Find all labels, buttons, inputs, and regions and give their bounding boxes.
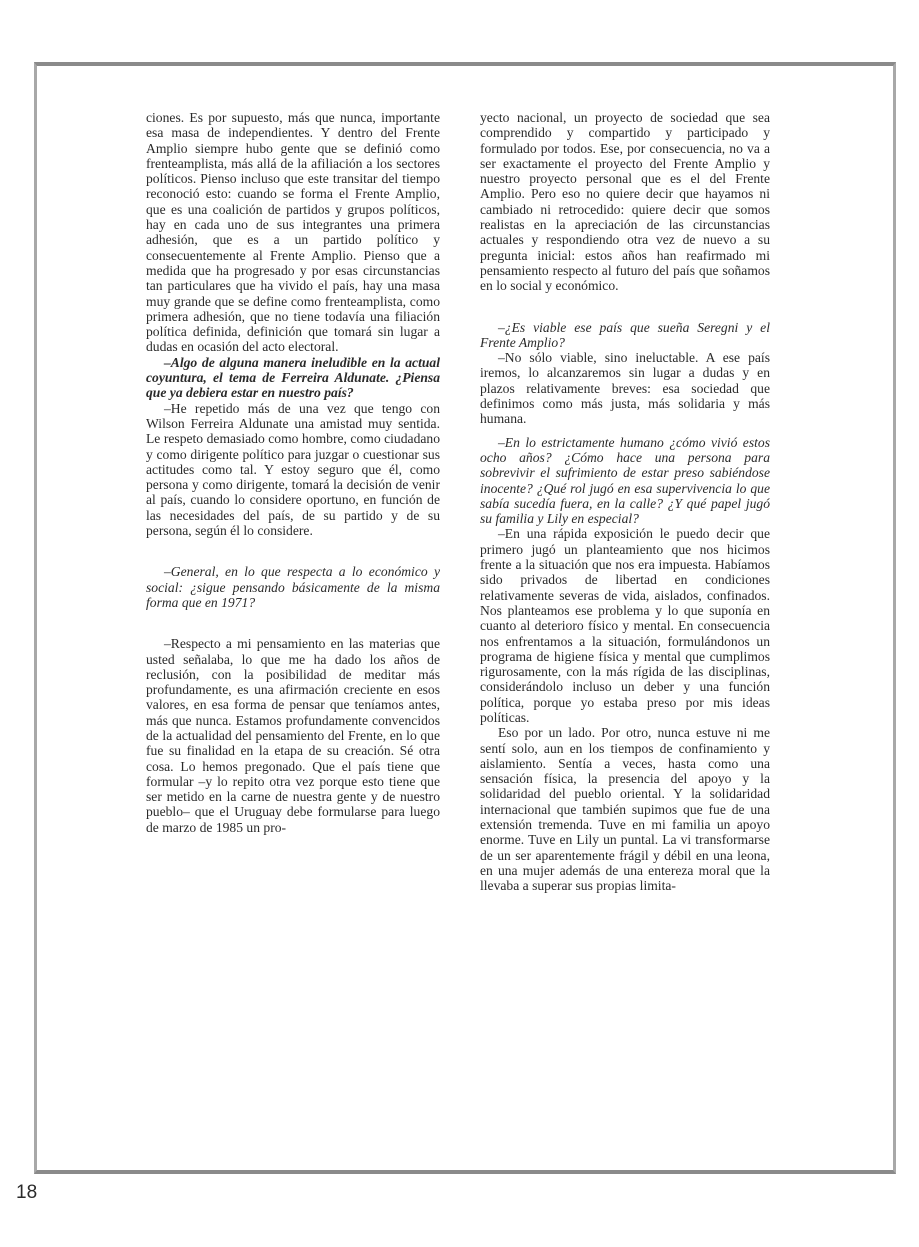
paragraph: –En una rápida exposición le puedo decir que primero jugó un planteamiento que nos hicimos frente a la situación que nos era impuesta. Habíamos sido privados de libertad en condiciones relativamente severas de vida, aislados, confinados. Nos planteamos ese problema y lo que suponía en cuanto al deterioro físico y mental. En consecuencia nos enfrentamos a la situación, formulándonos un programa de higiene física y mental que cumplimos rigurosamente, con la más rígida de las disciplinas, considerándolo incluso un deber y una función política, porque yo estaba preso por mis ideas políticas. <box>480 526 770 725</box>
paragraph: Eso por un lado. Por otro, nunca estuve ni me sentí solo, aun en los tiempos de confinamiento y aislamiento. Sentía a veces, hasta como una sensación física, la presencia del apoyo y la solidaridad del pueblo oriental. Y la solidaridad internacional que también supimos que fue de una extensión tremenda. Tuve en mi familia un apoyo enorme. Tuve en Lily un puntal. La vi transformarse de un ser aparentemente frágil y débil en una leona, en una mujer además de una entereza moral que la llevaba a superar sus propias limita- <box>480 725 770 894</box>
paragraph: –No sólo viable, sino ineluctable. A ese país iremos, lo alcanzaremos sin lugar a dudas y en plazos relativamente breves: esa sociedad que definimos como más justa, más solidaria y más humana. <box>480 350 770 427</box>
left-column <box>146 110 440 835</box>
interview-question: –General, en lo que respecta a lo económico y social: ¿sigue pensando básicamente de la misma forma que en 1971? <box>146 564 440 610</box>
paragraph: –He repetido más de una vez que tengo con Wilson Ferreira Aldunate una amistad muy sentida. Le respeto demasiado como hombre, como ciudadano y como dirigente político para juzgar o cuestionar sus actitudes como tal. Y estoy seguro que él, como persona y como dirigente, tomará la decisión de venir al país, cuando lo considere oportuno, en función de las necesidades del país, de su partido y de su persona, según él lo considere. <box>146 400 440 539</box>
paragraph: yecto nacional, un proyecto de sociedad que sea comprendido y compartido y participado y formulado por todos. Ese, por consecuencia, no va a ser exactamente el proyecto del Frente Amplio y nuestro proyecto personal que es el del Frente Amplio. Pero eso no quiere decir que hayamos ni cambiado ni retrocedido: quiere decir que somos realistas en la apreciación de las circunstancias actuales y respondiendo otra vez de nuevo a su pregunta inicial: estos años han reafirmado mi pensamiento respecto al futuro del país que soñamos en lo social y económico. <box>480 110 770 294</box>
interview-question: –Algo de alguna manera ineludible en la actual coyuntura, el tema de Ferreira Aldunate. ¿Piensa que ya debiera estar en nuestro país? <box>146 354 440 401</box>
paragraph: ciones. Es por supuesto, más que nunca, importante esa masa de independientes. Y dentro del Frente Amplio siempre hubo gente que se definió como frenteamplista, más allá de la afiliación a los sectores políticos. Pienso incluso que este transitar del tiempo reconoció esto: cuando se forma el Frente Amplio, que es una coalición de partidos y grupos políticos, hay en cada uno de sus integrantes una primera adhesión, que es a un partido político y consecuentemente al Frente Amplio. Pienso que a medida que ha progresado y por esas circunstancias tan particulares que ha vivido el país, hay una masa muy grande que se define como frenteamplista, como primera adhesión, que no tiene todavía una filiación política definida, definición que tomará sin lugar a dudas en ocasión del acto electoral. <box>146 110 440 355</box>
right-column <box>480 110 770 894</box>
interview-question: –¿Es viable ese país que sueña Seregni y el Frente Amplio? <box>480 319 770 350</box>
page-number: 18 <box>16 1182 38 1203</box>
interview-question: –En lo estrictamente humano ¿cómo vivió estos ocho años? ¿Cómo hace una persona para sobrevivir el sufrimiento de estar preso sabiéndose inocente? ¿Qué rol jugó en esa supervivencia lo que sabía sucedía fuera, en la calle? ¿Y qué papel jugó su familia y Lily en especial? <box>480 434 770 527</box>
paragraph: –Respecto a mi pensamiento en las materias que usted señalaba, lo que me ha dado los años de reclusión, con la posibilidad de meditar más profundamente, es una afirmación creciente en esos valores, en esa forma de pensar que teníamos antes, más que nunca. Estamos profundamente convencidos de la actualidad del pensamiento del Frente, en lo que fue su finalidad en la etapa de su creación. Sé otra cosa. Lo hemos pregonado. Que el país tiene que formular –y lo repito otra vez porque esto tiene que ser metido en la carne de nuestra gente y de nuestro pueblo– que el Uruguay debe formularse para luego de marzo de 1985 un pro- <box>146 636 440 835</box>
